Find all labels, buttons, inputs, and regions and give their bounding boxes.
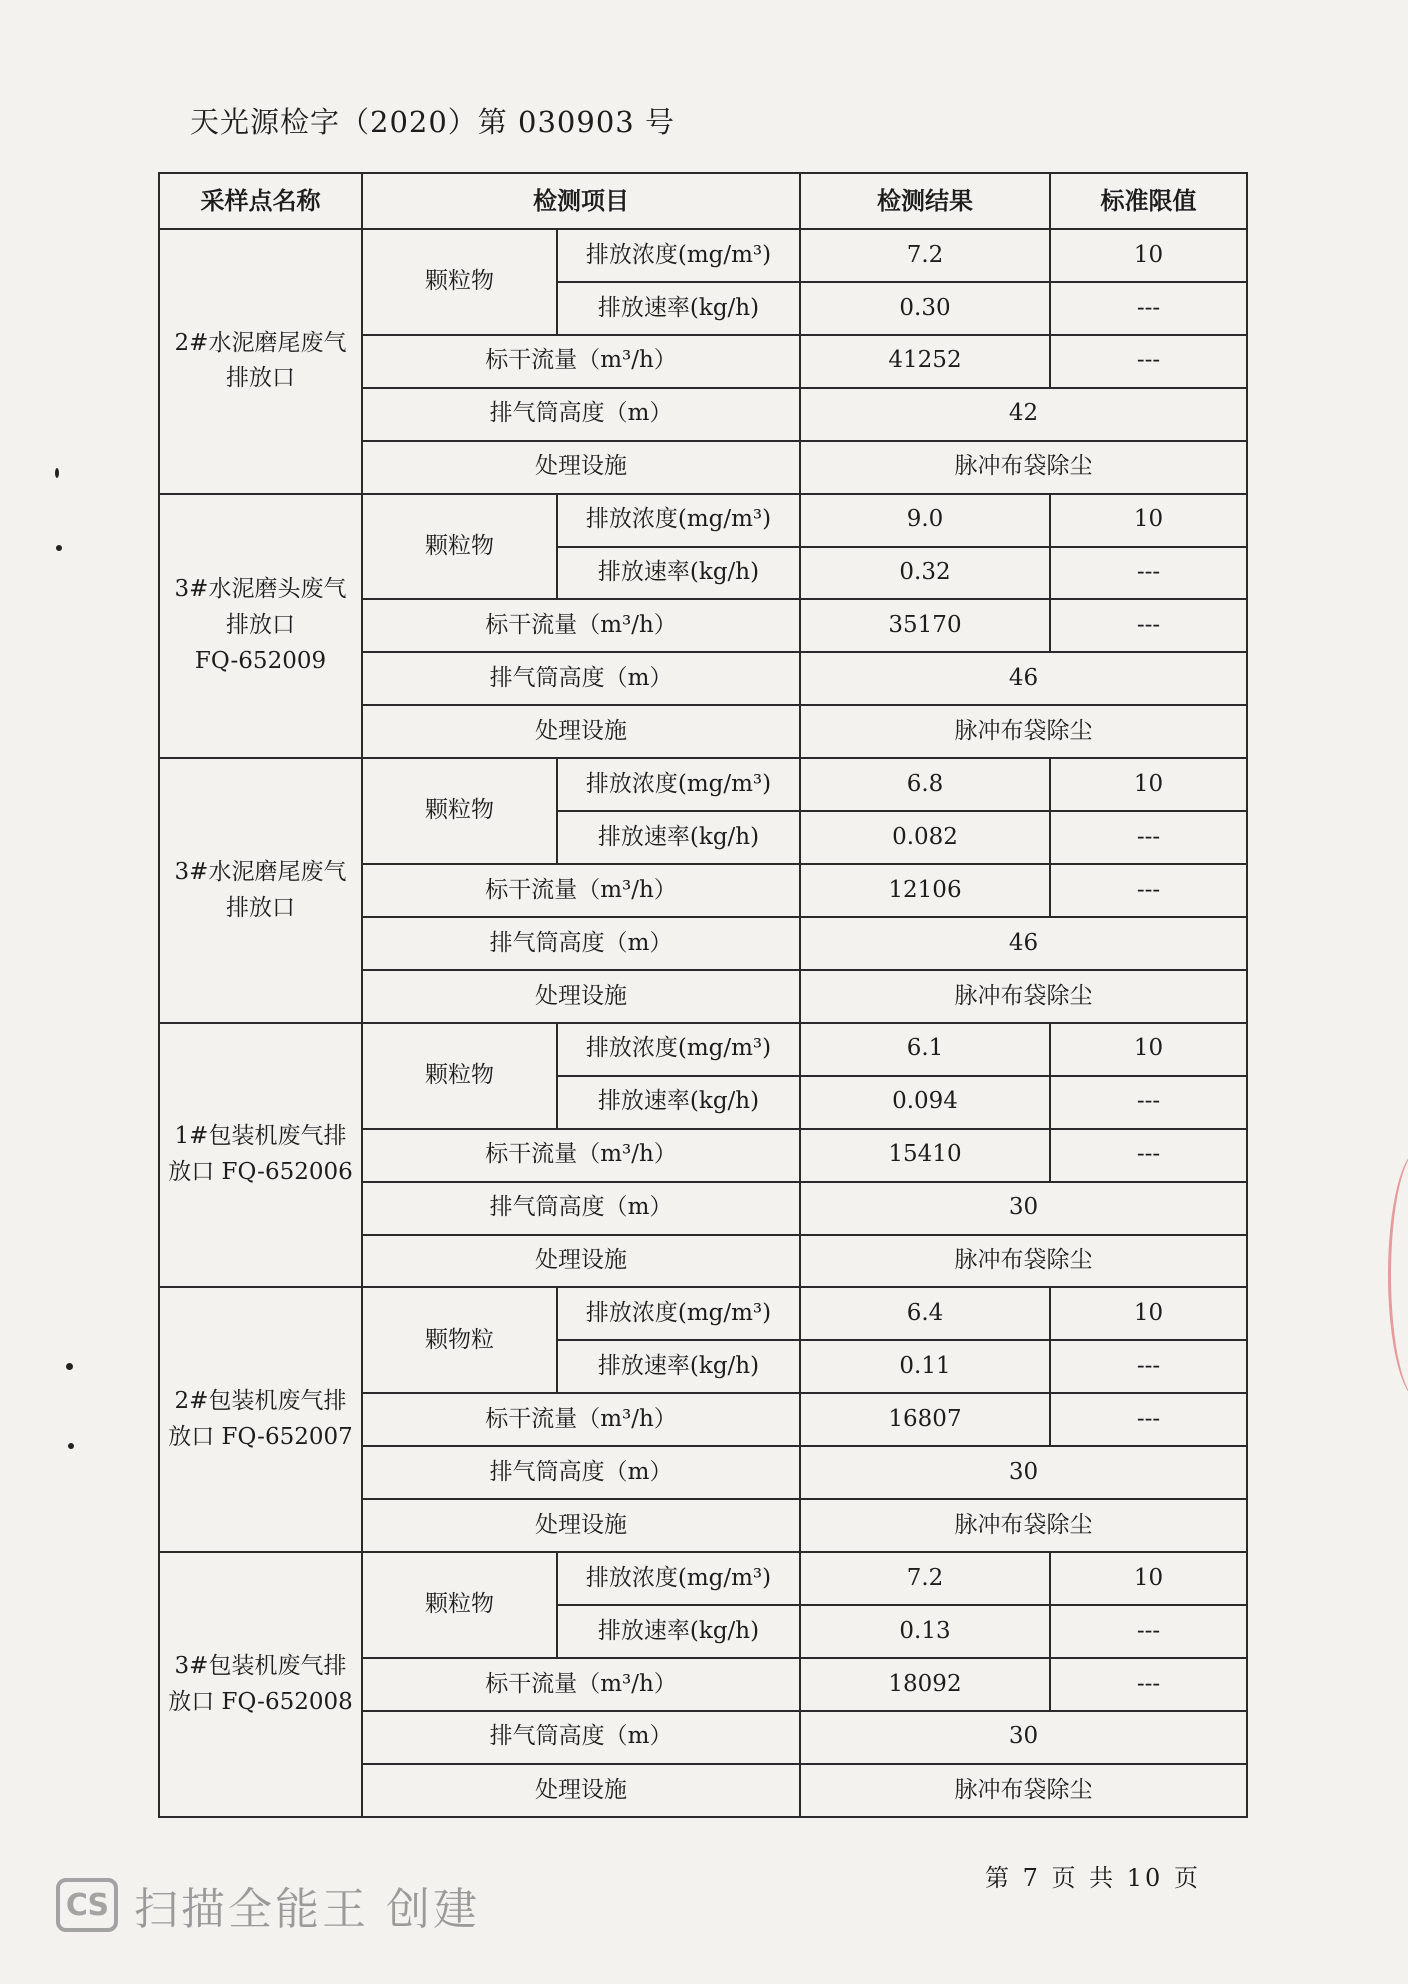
margin-mark [56,545,62,551]
facility-label: 处理设施 [362,1764,800,1817]
stack-height-label: 排气筒高度（m） [362,1711,800,1764]
flow-limit: --- [1050,1658,1247,1711]
pollutant-name: 颗粒物 [362,494,557,600]
sampling-point-name-line: FQ-652009 [194,647,327,674]
concentration-value: 7.2 [800,1552,1050,1605]
sampling-point-name [159,758,362,1023]
sampling-point-name-line: 1#包装机废气排 [174,1123,347,1150]
concentration-limit: 10 [1050,229,1247,282]
rate-label: 排放速率(kg/h) [557,547,800,600]
scanner-watermark [56,1873,480,1937]
page-number: 第 7 页 共 10 页 [985,1864,1201,1892]
flow-value: 16807 [800,1393,1050,1446]
flow-limit: --- [1050,1393,1247,1446]
flow-label: 标干流量（m³/h） [362,1658,800,1711]
rate-value: 0.11 [800,1340,1050,1393]
stack-height-value: 30 [800,1711,1247,1764]
table-row [159,758,1247,811]
concentration-value: 6.4 [800,1287,1050,1340]
flow-label: 标干流量（m³/h） [362,1393,800,1446]
flow-limit: --- [1050,1129,1247,1182]
pollutant-name: 颗物粒 [362,1287,557,1393]
camscanner-logo-icon: CS [56,1878,118,1932]
rate-value: 0.082 [800,811,1050,864]
flow-label: 标干流量（m³/h） [362,599,800,652]
rate-limit: --- [1050,282,1247,335]
sampling-point-name [159,1287,362,1552]
stack-height-label: 排气筒高度（m） [362,652,800,705]
rate-limit: --- [1050,1340,1247,1393]
table-row [159,1287,1247,1340]
flow-limit: --- [1050,335,1247,388]
sampling-point-name [159,1552,362,1817]
stack-height-value: 46 [800,652,1247,705]
sampling-point-name-line: 放口 FQ-652007 [168,1423,353,1450]
watermark-text: 扫描全能王 创建 [134,1884,480,1935]
document-number: 天光源检字（2020）第 030903 号 [190,105,675,139]
concentration-limit: 10 [1050,1023,1247,1076]
table-row [159,1552,1247,1605]
concentration-value: 7.2 [800,229,1050,282]
flow-label: 标干流量（m³/h） [362,1129,800,1182]
sampling-point-name-line: 放口 FQ-652006 [168,1159,353,1186]
concentration-limit: 10 [1050,758,1247,811]
concentration-value: 6.1 [800,1023,1050,1076]
sampling-point-name-line: 放口 FQ-652008 [168,1688,353,1715]
table-row [159,494,1247,547]
rate-limit: --- [1050,547,1247,600]
rate-label: 排放速率(kg/h) [557,282,800,335]
flow-label: 标干流量（m³/h） [362,335,800,388]
stack-height-value: 30 [800,1446,1247,1499]
stack-height-label: 排气筒高度（m） [362,1182,800,1235]
facility-label: 处理设施 [362,1499,800,1552]
concentration-limit: 10 [1050,1287,1247,1340]
rate-label: 排放速率(kg/h) [557,1605,800,1658]
header-test-item: 检测项目 [362,173,800,229]
pollutant-name: 颗粒物 [362,229,557,335]
flow-label: 标干流量（m³/h） [362,864,800,917]
rate-label: 排放速率(kg/h) [557,811,800,864]
flow-value: 15410 [800,1129,1050,1182]
margin-mark [66,1363,73,1370]
concentration-label: 排放浓度(mg/m³) [557,1023,800,1076]
rate-limit: --- [1050,1605,1247,1658]
facility-value: 脉冲布袋除尘 [800,705,1247,758]
facility-label: 处理设施 [362,1235,800,1288]
facility-value: 脉冲布袋除尘 [800,970,1247,1023]
table-row [159,229,1247,282]
concentration-value: 9.0 [800,494,1050,547]
pollutant-name: 颗粒物 [362,1023,557,1129]
sampling-point-name [159,229,362,494]
pollutant-name: 颗粒物 [362,758,557,864]
table-row [159,1023,1247,1076]
stack-height-value: 46 [800,917,1247,970]
rate-value: 0.13 [800,1605,1050,1658]
facility-value: 脉冲布袋除尘 [800,441,1247,494]
header-limit: 标准限值 [1050,173,1247,229]
stack-height-value: 30 [800,1182,1247,1235]
flow-limit: --- [1050,599,1247,652]
header-result: 检测结果 [800,173,1050,229]
stack-height-label: 排气筒高度（m） [362,1446,800,1499]
rate-limit: --- [1050,811,1247,864]
facility-label: 处理设施 [362,970,800,1023]
margin-mark [68,1443,74,1449]
concentration-label: 排放浓度(mg/m³) [557,1552,800,1605]
rate-limit: --- [1050,1076,1247,1129]
flow-value: 18092 [800,1658,1050,1711]
rate-value: 0.30 [800,282,1050,335]
rate-label: 排放速率(kg/h) [557,1076,800,1129]
sampling-point-name-line: 3#包装机废气排 [174,1652,347,1679]
stack-height-value: 42 [800,388,1247,441]
rate-label: 排放速率(kg/h) [557,1340,800,1393]
emission-test-table [158,172,1248,1818]
flow-limit: --- [1050,864,1247,917]
flow-value: 12106 [800,864,1050,917]
facility-value: 脉冲布袋除尘 [800,1764,1247,1817]
flow-value: 35170 [800,599,1050,652]
sampling-point-name [159,494,362,759]
concentration-limit: 10 [1050,1552,1247,1605]
sampling-point-name-line: 排放口 [226,894,295,921]
concentration-label: 排放浓度(mg/m³) [557,229,800,282]
pollutant-name: 颗粒物 [362,1552,557,1658]
sampling-point-name [159,1023,362,1288]
concentration-value: 6.8 [800,758,1050,811]
header-sampling-point: 采样点名称 [159,173,362,229]
rate-value: 0.094 [800,1076,1050,1129]
stack-height-label: 排气筒高度（m） [362,917,800,970]
concentration-limit: 10 [1050,494,1247,547]
red-seal-edge [1388,1150,1408,1400]
sampling-point-name-line: 排放口 [226,365,295,392]
rate-value: 0.32 [800,547,1050,600]
flow-value: 41252 [800,335,1050,388]
facility-label: 处理设施 [362,705,800,758]
stack-height-label: 排气筒高度（m） [362,388,800,441]
sampling-point-name-line: 排放口 [226,612,295,639]
margin-mark [55,468,59,478]
facility-value: 脉冲布袋除尘 [800,1235,1247,1288]
sampling-point-name-line: 3#水泥磨尾废气 [174,858,347,885]
sampling-point-name-line: 2#水泥磨尾废气 [174,329,347,356]
concentration-label: 排放浓度(mg/m³) [557,1287,800,1340]
sampling-point-name-line: 3#水泥磨头废气 [174,576,347,603]
table-header-row [159,173,1247,229]
facility-value: 脉冲布袋除尘 [800,1499,1247,1552]
table-body [159,229,1247,1817]
concentration-label: 排放浓度(mg/m³) [557,494,800,547]
concentration-label: 排放浓度(mg/m³) [557,758,800,811]
facility-label: 处理设施 [362,441,800,494]
sampling-point-name-line: 2#包装机废气排 [174,1388,347,1415]
